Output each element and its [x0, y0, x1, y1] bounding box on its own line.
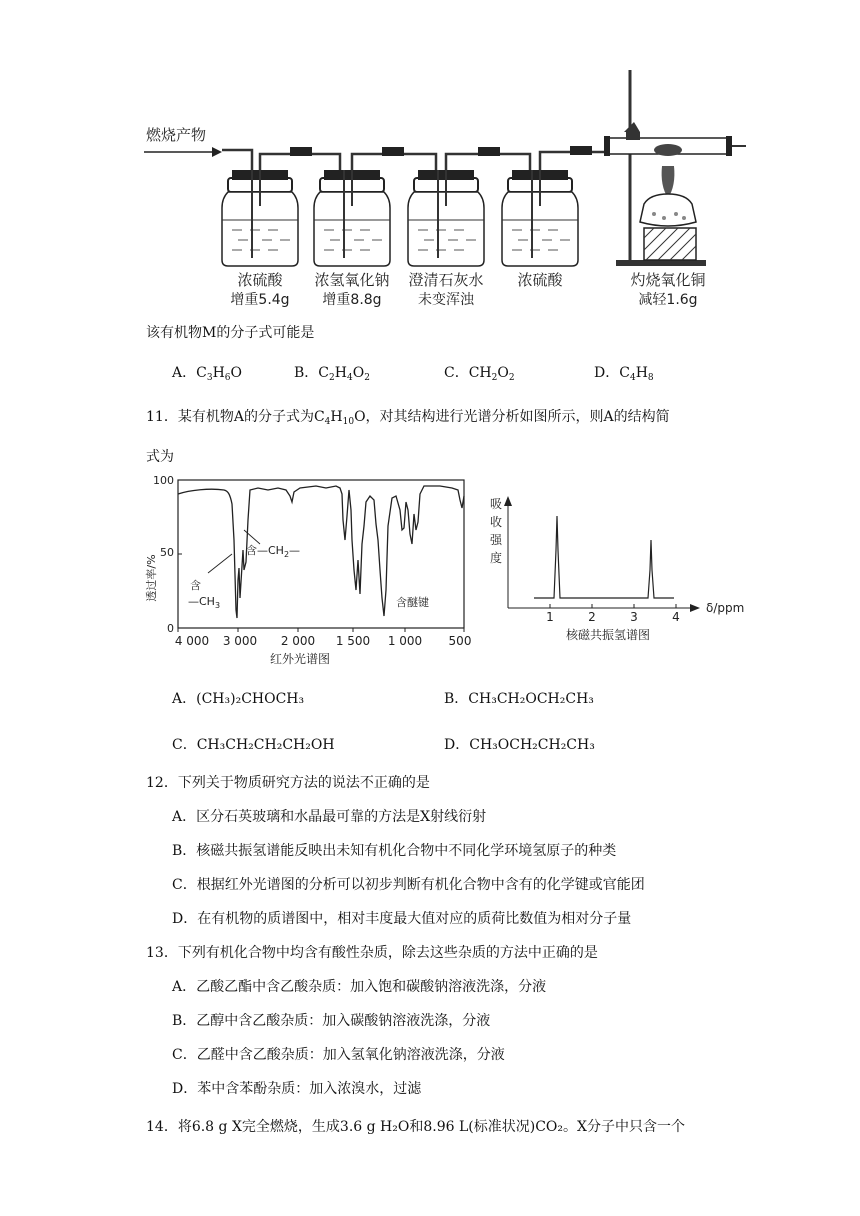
- nmr-xtick-4: 4: [672, 610, 680, 624]
- ir-xtick-2000: 2 000: [280, 634, 316, 648]
- q12-option-a: A．区分石英玻璃和水晶最可靠的方法是X射线衍射: [172, 809, 487, 825]
- q10-option-c: [444, 362, 515, 383]
- q12-option-c: C．根据红外光谱图的分析可以初步判断有机化合物中含有的化学键或官能团: [172, 877, 645, 893]
- combustion-apparatus-diagram: [140, 66, 760, 312]
- bottle-4: [502, 170, 578, 266]
- q14-stem: 14．将6.8 g X完全燃烧，生成3.6 g H₂O和8.96 L(标准状况)CO₂。X分子中只含一个: [146, 1119, 685, 1135]
- q11-option-d: D．CH₃OCH₂CH₂CH₃: [444, 737, 595, 753]
- q11-option-c: C．CH₃CH₂CH₂CH₂OH: [172, 737, 335, 753]
- bottle-2-note: 增重8.8g: [322, 292, 382, 308]
- nmr-ylabel-1: 吸: [489, 497, 503, 511]
- q10-option-a: [172, 362, 242, 383]
- q11-option-a: A．(CH₃)₂CHOCH₃: [172, 691, 305, 707]
- nmr-xtick-2: 2: [588, 610, 596, 624]
- q11-option-b: B．CH₃CH₂OCH₂CH₃: [444, 691, 594, 707]
- bottle-1-note: 增重5.4g: [230, 292, 290, 308]
- q10-option-b: [294, 362, 370, 383]
- ir-xtick-500: 500: [448, 634, 472, 648]
- option-letter: D．: [594, 365, 620, 381]
- bottle-4-name: 浓硫酸: [517, 271, 563, 289]
- q13-option-a: A．乙酸乙酯中含乙酸杂质：加入饱和碳酸钠溶液洗涤，分液: [172, 979, 547, 995]
- furnace-note: 减轻1.6g: [638, 292, 698, 308]
- q13-option-d: D．苯中含苯酚杂质：加入浓溴水，过滤: [172, 1081, 422, 1097]
- bottle-1: [222, 170, 298, 266]
- q13-stem: 13．下列有机化合物中均含有酸性杂质，除去这些杂质的方法中正确的是: [146, 945, 598, 961]
- ir-ytick-50: 50: [160, 546, 174, 559]
- option-letter: C．: [444, 365, 469, 381]
- nmr-ylabel-2: 收: [489, 515, 503, 529]
- ir-annotation-ch3-a: 含: [190, 579, 201, 592]
- ir-xtick-1000: 1 000: [387, 634, 423, 648]
- q13-option-c: C．乙醛中含乙酸杂质：加入氢氧化钠溶液洗涤，分液: [172, 1047, 505, 1063]
- nmr-caption: 核磁共振氢谱图: [565, 628, 651, 642]
- q10-stem: 该有机物M的分子式可能是: [146, 325, 315, 341]
- option-formula: $C_4H_8$: [619, 365, 654, 383]
- q13-option-b: B．乙醇中含乙酸杂质：加入碳酸钠溶液洗涤，分液: [172, 1013, 491, 1029]
- nmr-spectrum-chart: [480, 490, 780, 650]
- nmr-ylabel-3: 强: [489, 533, 503, 547]
- inlet-label: 燃烧产物: [146, 126, 207, 144]
- q12-option-d: D．在有机物的质谱图中，相对丰度最大值对应的质荷比数值为相对分子量: [172, 911, 632, 927]
- bottle-3-note: 未变浑浊: [418, 292, 474, 308]
- bottle-2: [314, 170, 390, 266]
- option-formula: $C_3H_6O$: [196, 365, 243, 383]
- bottle-2-name: 浓氢氧化钠: [314, 271, 390, 289]
- option-formula: $C_2H_4O_2$: [318, 365, 370, 383]
- option-letter: B．: [294, 365, 319, 381]
- ir-ylabel: 透过率/%: [145, 554, 158, 602]
- ir-ytick-100: 100: [153, 474, 174, 487]
- nmr-xtick-3: 3: [630, 610, 638, 624]
- ir-annotation-ch3-b: $—CH_3$: [188, 595, 221, 610]
- q10-option-d: [594, 362, 654, 383]
- ir-ytick-0: 0: [167, 622, 174, 635]
- nmr-xtick-1: 1: [546, 610, 554, 624]
- q11-stem: 11．某有机物A的分子式为$C_4H_{10}O$，对其结构进行光谱分析如图所示，则A的结构简: [146, 409, 670, 427]
- q11-stem-cont: 式为: [146, 449, 174, 465]
- ir-annotation-ch2: 含$—CH_2—$: [246, 544, 301, 559]
- furnace-name: 灼烧氧化铜: [630, 271, 706, 289]
- bottle-1-name: 浓硫酸: [237, 271, 283, 289]
- bottle-3: [408, 170, 484, 266]
- q12-stem: 12．下列关于物质研究方法的说法不正确的是: [146, 775, 430, 791]
- bottle-3-name: 澄清石灰水: [408, 271, 484, 289]
- ir-spectrum-chart: [140, 470, 480, 670]
- ir-xtick-1500: 1 500: [335, 634, 371, 648]
- nmr-ylabel-4: 度: [489, 551, 503, 565]
- nmr-trace: [534, 516, 674, 598]
- option-formula: $CH_2O_2$: [468, 365, 515, 383]
- nmr-xunit: δ/ppm: [706, 601, 745, 615]
- q12-option-b: B．核磁共振氢谱能反映出未知有机化合物中不同化学环境氢原子的种类: [172, 843, 617, 859]
- furnace-setup: [604, 70, 746, 266]
- ir-annotation-ether: 含醚键: [396, 596, 429, 609]
- ir-caption: 红外光谱图: [269, 652, 331, 666]
- ir-xtick-4000: 4 000: [174, 634, 210, 648]
- ir-xtick-3000: 3 000: [222, 634, 258, 648]
- option-letter: A．: [172, 365, 197, 381]
